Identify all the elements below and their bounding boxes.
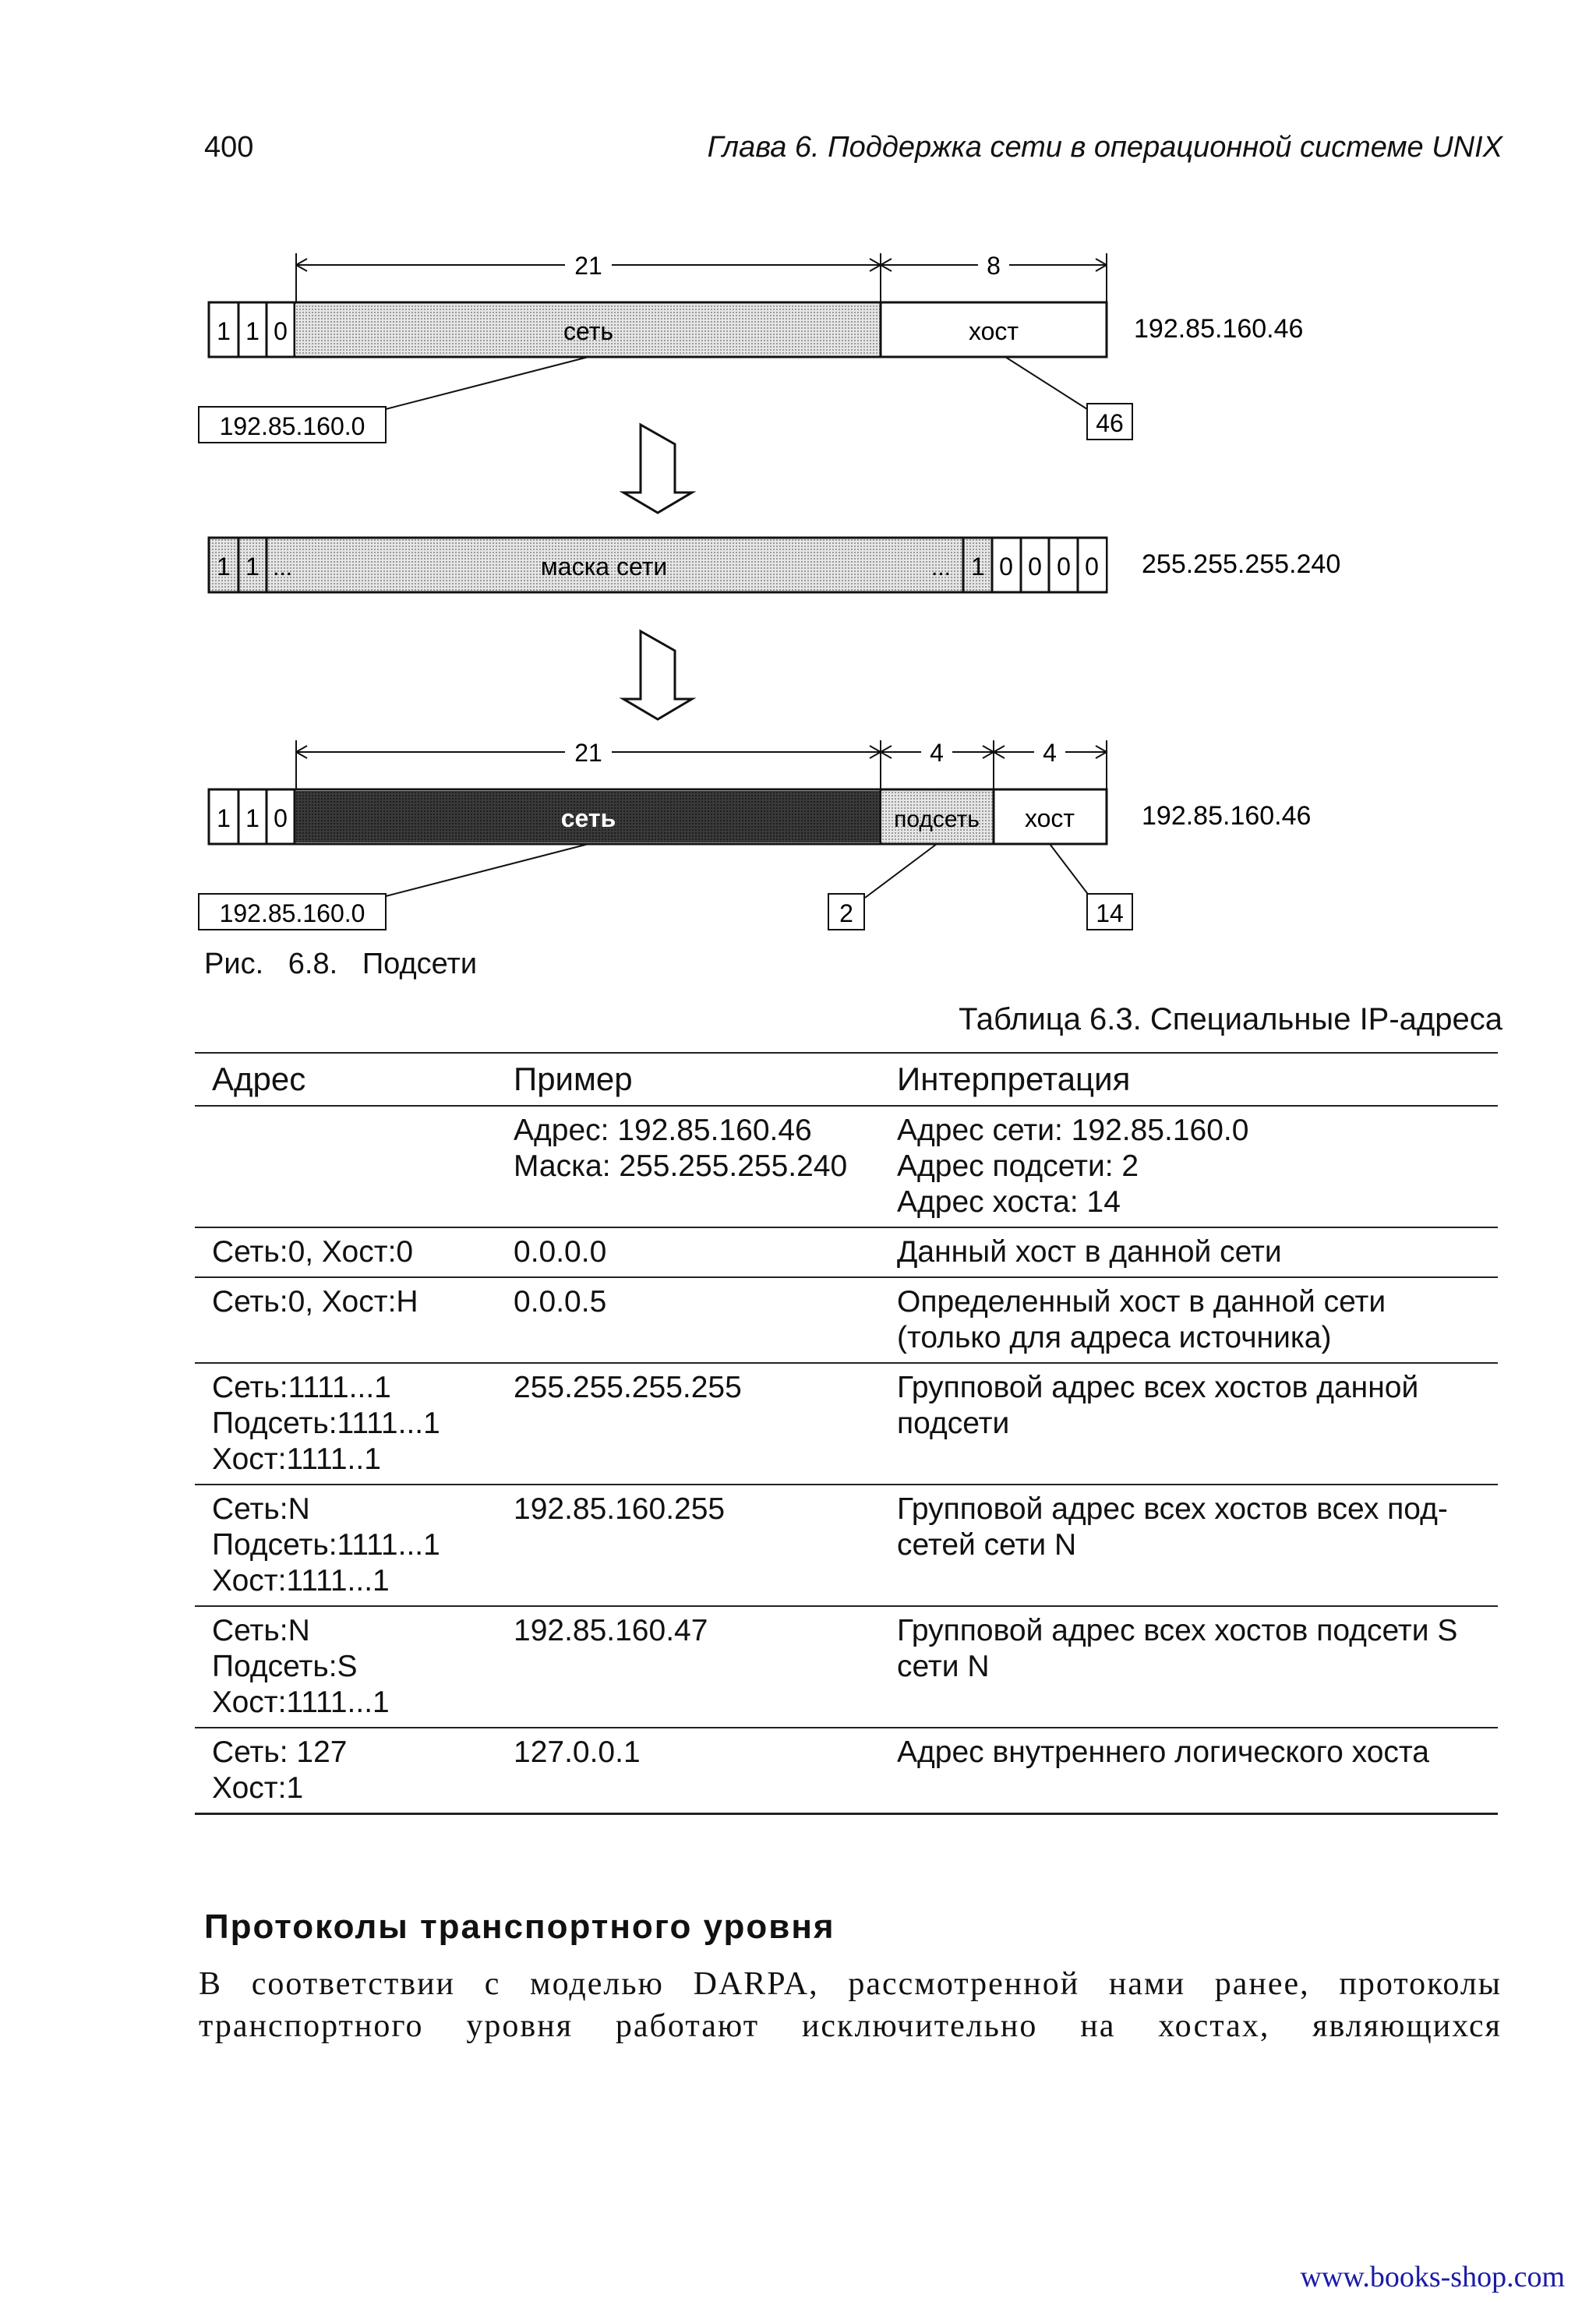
- cell-line: Адрес сети: 192.85.160.0: [897, 1114, 1249, 1147]
- cell-line: Сеть:N: [212, 1492, 310, 1526]
- top-network-label: сеть: [563, 317, 614, 345]
- example-cell: [496, 1728, 880, 1814]
- top-dim-host: 8: [987, 252, 1001, 280]
- cell-line: Подсеть:1111...1: [212, 1407, 440, 1440]
- mask-ellipsis-right: ...: [931, 555, 952, 581]
- cell-line: 255.255.255.255: [514, 1371, 742, 1404]
- mask-address: 255.255.255.240: [1142, 549, 1341, 579]
- mask-diagram: [209, 538, 1340, 592]
- cell-line: Адрес подсети: 2: [897, 1149, 1139, 1183]
- cell-line: сети N: [897, 1650, 990, 1683]
- section-title: Протоколы транспортного уровня: [204, 1908, 835, 1946]
- address-cell: [195, 1485, 496, 1606]
- cell-line: Адрес хоста: 14: [897, 1185, 1121, 1219]
- mask-bit-right-3: 0: [1028, 553, 1042, 581]
- figure-caption: Рис. 6.8. Подсети: [204, 948, 478, 980]
- top-host-label: хост: [968, 317, 1019, 345]
- cell-line: Хост:1111..1: [212, 1442, 381, 1476]
- table-row: [195, 1227, 1498, 1277]
- table-row: [195, 1106, 1498, 1227]
- paragraph-line: В соответствии с моделью DARPA, рассмотренной нами ранее, протоколы: [199, 1966, 1502, 2002]
- cell-line: Сеть:N: [212, 1614, 310, 1647]
- address-cell: [195, 1106, 496, 1227]
- cell-line: (только для адреса источника): [897, 1321, 1332, 1354]
- interpretation-cell: [880, 1606, 1498, 1728]
- bottom-address: 192.85.160.46: [1142, 801, 1312, 831]
- bottom-bit-1: 1: [217, 804, 231, 832]
- interpretation-cell: [880, 1728, 1498, 1814]
- cell-line: Адрес внутреннего логического хоста: [897, 1735, 1429, 1769]
- address-cell: [195, 1227, 496, 1277]
- top-address: 192.85.160.46: [1134, 314, 1304, 344]
- chapter-title: Глава 6. Поддержка сети в операционной системе UNIX: [707, 131, 1502, 164]
- top-address-diagram: [199, 251, 1303, 443]
- table-header-row: [195, 1053, 1498, 1106]
- cell-line: Хост:1: [212, 1771, 304, 1805]
- interpretation-cell: [880, 1277, 1498, 1363]
- interpretation-cell: [880, 1106, 1498, 1227]
- bottom-host-label: хост: [1024, 804, 1075, 832]
- table-row: [195, 1485, 1498, 1606]
- bottom-address-diagram: [199, 738, 1311, 930]
- cell-line: Определенный хост в данной сети: [897, 1285, 1386, 1319]
- table-row: [195, 1277, 1498, 1363]
- cell-line: Групповой адрес всех хостов данной: [897, 1371, 1419, 1404]
- top-network-box: 192.85.160.0: [219, 412, 365, 440]
- example-cell: [496, 1227, 880, 1277]
- mask-bit-left-2: 1: [245, 553, 260, 581]
- table-row: [195, 1363, 1498, 1485]
- example-cell: [496, 1277, 880, 1363]
- cell-line: Хост:1111...1: [212, 1686, 390, 1719]
- interpretation-cell: [880, 1363, 1498, 1485]
- mask-bit-right-2: 0: [999, 553, 1013, 581]
- cell-line: Сеть:1111...1: [212, 1371, 391, 1404]
- paragraph-line: транспортного уровня работают исключительно на хостах, являющихся: [199, 2008, 1502, 2044]
- cell-line: Сеть: 127: [212, 1735, 348, 1769]
- subnet-diagram: [0, 234, 1596, 951]
- cell-line: Групповой адрес всех хостов всех под-: [897, 1492, 1448, 1526]
- mask-bit-left-1: 1: [217, 553, 231, 581]
- cell-line: Групповой адрес всех хостов подсети S: [897, 1614, 1458, 1647]
- mask-ellipsis-left: ...: [273, 555, 293, 581]
- top-dim-network: 21: [574, 252, 602, 280]
- bottom-subnet-label: подсеть: [894, 807, 980, 832]
- example-cell: [496, 1106, 880, 1227]
- down-arrow-icon: [623, 425, 692, 513]
- mask-label: маска сети: [540, 553, 668, 581]
- address-cell: [195, 1728, 496, 1814]
- page-number: 400: [204, 131, 254, 164]
- cell-line: 192.85.160.255: [514, 1492, 726, 1526]
- top-bit-2: 1: [245, 317, 260, 345]
- address-cell: [195, 1606, 496, 1728]
- cell-line: Адрес: 192.85.160.46: [514, 1114, 812, 1147]
- example-cell: [496, 1606, 880, 1728]
- column-header: Адрес: [195, 1053, 496, 1106]
- address-cell: [195, 1363, 496, 1485]
- interpretation-cell: [880, 1227, 1498, 1277]
- bottom-dim-subnet: 4: [930, 739, 944, 767]
- column-header: Интерпретация: [880, 1053, 1498, 1106]
- special-ip-table: [195, 1052, 1498, 1815]
- table-title: Таблица 6.3. Специальные IP-адреса: [959, 1002, 1502, 1036]
- cell-line: Маска: 255.255.255.240: [514, 1149, 848, 1183]
- bottom-dim-network: 21: [574, 739, 602, 767]
- example-cell: [496, 1363, 880, 1485]
- bottom-network-box: 192.85.160.0: [219, 899, 365, 927]
- bottom-subnet-box: 2: [839, 899, 853, 927]
- cell-line: 0.0.0.5: [514, 1285, 607, 1319]
- down-arrow-icon: [623, 631, 692, 719]
- cell-line: подсети: [897, 1407, 1010, 1440]
- footer-link[interactable]: www.books-shop.com: [1300, 2261, 1565, 2293]
- cell-line: 192.85.160.47: [514, 1614, 708, 1647]
- cell-line: 0.0.0.0: [514, 1235, 607, 1269]
- cell-line: Подсеть:1111...1: [212, 1528, 440, 1562]
- bottom-host-box: 14: [1096, 899, 1124, 927]
- address-cell: [195, 1277, 496, 1363]
- cell-line: сетей сети N: [897, 1528, 1077, 1562]
- top-bit-3: 0: [274, 317, 288, 345]
- column-header: Пример: [496, 1053, 880, 1106]
- table-row: [195, 1606, 1498, 1728]
- cell-line: 127.0.0.1: [514, 1735, 641, 1769]
- bottom-bit-3: 0: [274, 804, 288, 832]
- bottom-bit-2: 1: [245, 804, 260, 832]
- cell-line: Подсеть:S: [212, 1650, 358, 1683]
- top-host-box: 46: [1096, 409, 1124, 437]
- mask-bit-right-4: 0: [1057, 553, 1071, 581]
- mask-bit-right-1: 1: [971, 553, 985, 581]
- mask-bit-right-5: 0: [1085, 553, 1099, 581]
- cell-line: Данный хост в данной сети: [897, 1235, 1282, 1269]
- example-cell: [496, 1485, 880, 1606]
- interpretation-cell: [880, 1485, 1498, 1606]
- cell-line: Сеть:0, Хост:Н: [212, 1285, 418, 1319]
- cell-line: Сеть:0, Хост:0: [212, 1235, 414, 1269]
- bottom-dim-host: 4: [1043, 739, 1057, 767]
- table-row: [195, 1728, 1498, 1814]
- cell-line: Хост:1111...1: [212, 1564, 390, 1598]
- bottom-network-label: сеть: [560, 804, 616, 832]
- top-bit-1: 1: [217, 317, 231, 345]
